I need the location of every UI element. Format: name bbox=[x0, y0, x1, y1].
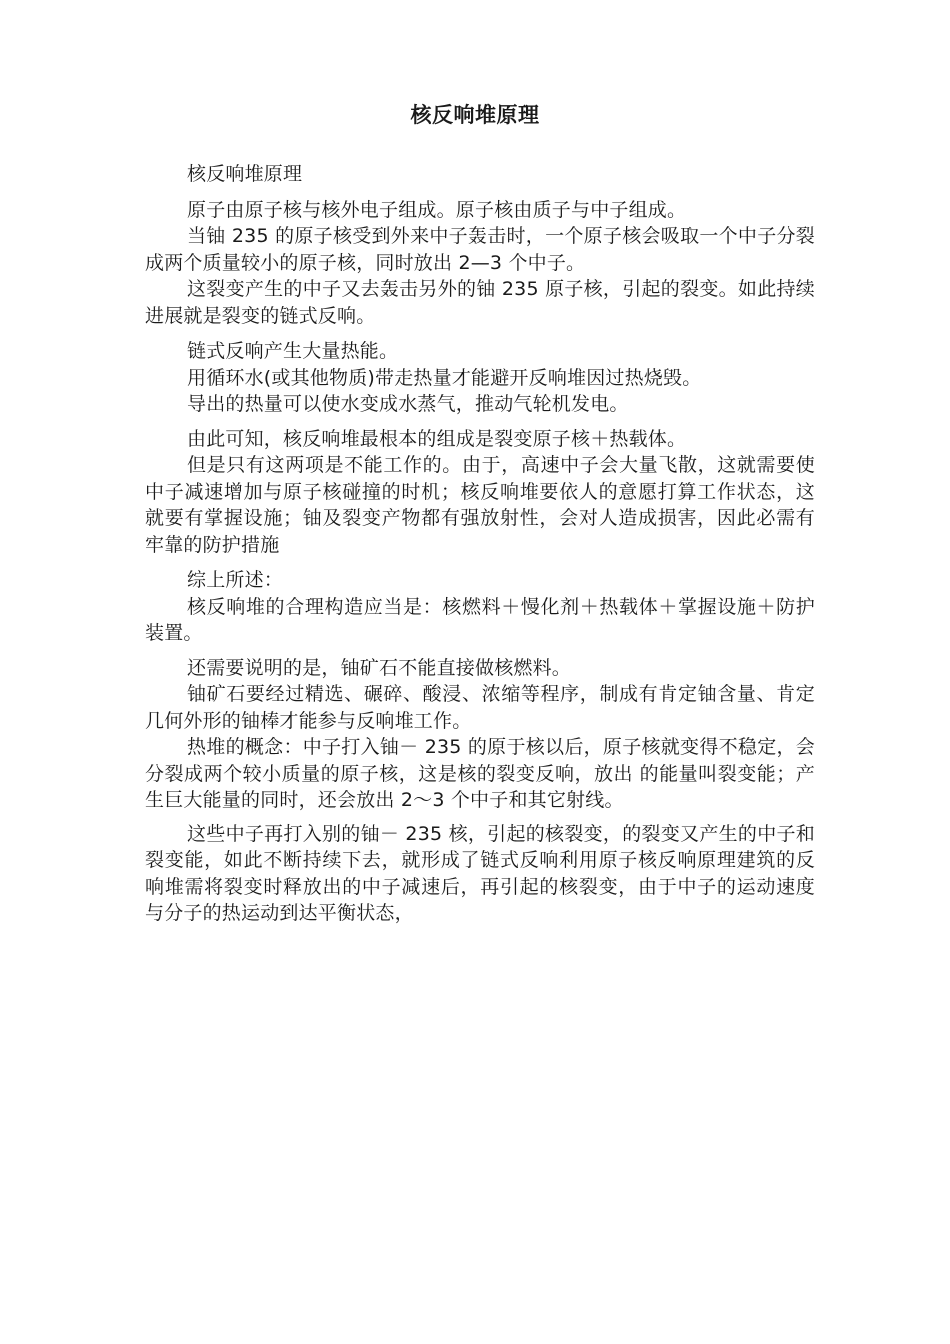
paragraph: 链式反响产生大量热能。 bbox=[187, 340, 399, 362]
paragraph: 热堆的概念：中子打入铀－ 235 的原于核以后，原子核就变得不稳定，会分裂成两个较小质量的原子核，这是核的裂变反响，放出 的能量叫裂变能；产生巨大能量的同时，还会放出 2～3 个中子和其它射线。 bbox=[145, 736, 815, 811]
paragraph: 用循环水(或其他物质)带走热量才能避开反响堆因过热烧毁。 bbox=[187, 366, 702, 389]
paragraph: 由此可知，核反响堆最根本的组成是裂变原子核＋热载体。 bbox=[187, 427, 687, 450]
document-body bbox=[145, 161, 815, 927]
paragraph: 导出的热量可以使水变成水蒸气，推动气轮机发电。 bbox=[187, 393, 629, 415]
paragraph: 还需要说明的是，铀矿石不能直接做核燃料。 bbox=[187, 656, 572, 679]
paragraph: 核反响堆的合理构造应当是：核燃料＋慢化剂＋热载体＋掌握设施＋防护装置。 bbox=[145, 595, 815, 644]
paragraph: 这些中子再打入别的铀－ 235 核，引起的核裂变，的裂变又产生的中子和裂变能，如此不断持续下去，就形成了链式反响利用原子核反响原理建筑的反响堆需将裂变时释放出的中子减速后，再引起的核裂变，由于中子的运动速度与分子的热运动到达平衡状态， bbox=[145, 822, 815, 924]
page-title: 核反响堆原理 bbox=[410, 103, 540, 127]
paragraph: 当铀 235 的原子核受到外来中子轰击时，一个原子核会吸取一个中子分裂成两个质量较小的原子核，同时放出 2—3 个中子。 bbox=[145, 225, 815, 274]
paragraph: 但是只有这两项是不能工作的。由于，高速中子会大量飞散，这就需要使中子减速增加与原子核碰撞的时机；核反响堆要依人的意愿打算工作状态，这就要有掌握设施；铀及裂变产物都有强放射性，会对人造成损害，因此必需有牢靠的防护措施 bbox=[145, 454, 815, 556]
paragraph-subtitle: 核反响堆原理 bbox=[187, 163, 303, 185]
paragraph: 综上所述： bbox=[187, 569, 284, 591]
paragraph: 铀矿石要经过精选、碾碎、酸浸、浓缩等程序，制成有肯定铀含量、肯定几何外形的铀棒才能参与反响堆工作。 bbox=[145, 683, 815, 732]
paragraph: 原子由原子核与核外电子组成。原子核由质子与中子组成。 bbox=[187, 198, 687, 221]
paragraph: 这裂变产生的中子又去轰击另外的铀 235 原子核，引起的裂变。如此持续进展就是裂变的链式反响。 bbox=[145, 278, 815, 327]
